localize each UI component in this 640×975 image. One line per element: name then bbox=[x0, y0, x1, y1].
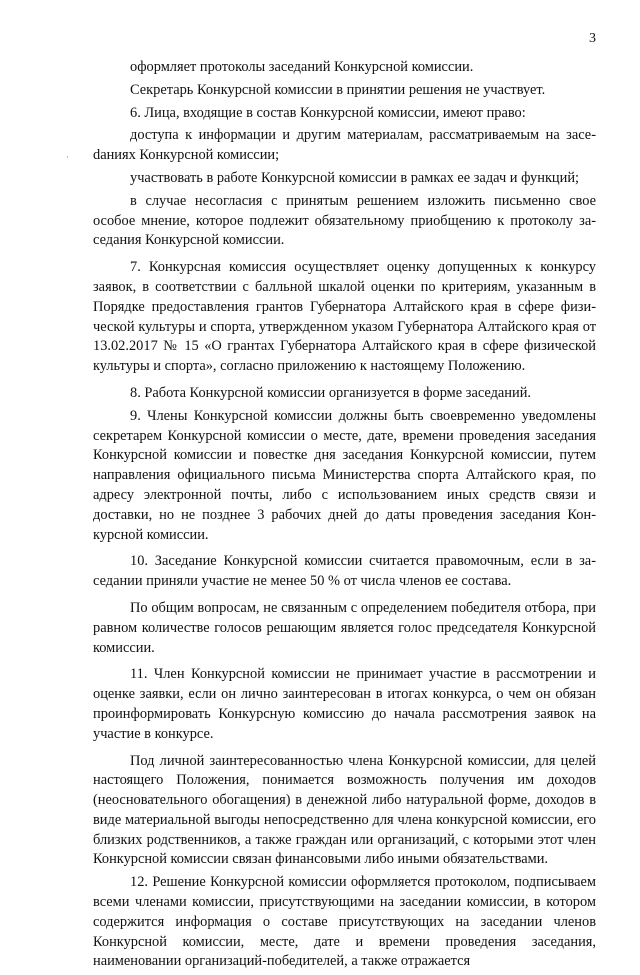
paragraph-general-questions: По общим вопросам, не связанным с определением победителя отбора, при равном количестве голосов решающим является голос председателя Конкурсной комиссии. bbox=[93, 599, 596, 656]
paragraph-item-12: 12. Решение Конкурсной комиссии оформляется протоколом, подписываем всеми членами комиссии, присутствующими на заседании комиссии, в котором содержится информация о составе присутствующих на заседании членов Конкурсной комиссии, месте, дате и времени проведения заседания, наименовании организаций-победителей, а также отражается bbox=[93, 874, 596, 970]
paragraph-item-9: 9. Члены Конкурсной комиссии должны быть своевременно уведомлены секретарем Конкурсной комиссии о месте, дате, времени проведения заседания Конкурсной комиссии и повестке дня заседания Конкурсной комиссии, путем направления официального письма Министерства спорта Алтайского края, по адресу электронной почты, либо с использованием иных средств связи и доставки, но не позднее 3 рабочих дней до даты проведения заседания Конкурсной комиссии. bbox=[93, 407, 596, 543]
document-body bbox=[93, 58, 596, 975]
paragraph-access-info: доступа к информации и другим материалам, рассматриваемым на засеdаниях Конкурсной комиссии; bbox=[93, 127, 596, 164]
paragraph-disagreement: в случае несогласия с принятым решением изложить письменно свое особое мнение, которое подлежит обязательному приобщению к протоколу заседания Конкурсной комиссии. bbox=[93, 192, 596, 249]
paragraph-item-11: 11. Член Конкурсной комиссии не принимает участие в рассмотрении и оценке заявки, если он лично заинтересован в итогах конкурса, о чем он обязан проинформировать Конкурсную комиссию до начала рассмотрения заявок на участие в конкурсе. bbox=[93, 666, 596, 742]
paragraph-item-6: 6. Лица, входящие в состав Конкурсной комиссии, имеют право: bbox=[130, 104, 526, 121]
paragraph-secretary: Секретарь Конкурсной комиссии в принятии решения не участвует. bbox=[130, 81, 546, 98]
paragraph-protocols: оформляет протоколы заседаний Конкурсной комиссии. bbox=[130, 59, 474, 75]
page-number: 3 bbox=[589, 31, 596, 46]
paragraph-item-7: 7. Конкурсная комиссия осуществляет оценку допущенных к конкурсу заявок, в соответствии с балльной шкалой оценки по критериям, указанным в Порядке предоставления грантов Губернатора Алтайского края в сфере физической культуры и спорта, утвержденном указом Губернатора Алтайского края от 13.02.2017 № 15 «О грантах Губернатора Алтайского края в сфере физической культуры и спорта», согласно приложению к настоящему Положению. bbox=[93, 259, 596, 375]
paragraph-item-10: 10. Заседание Конкурсной комиссии считается правомочным, если в заседании приняли участие не менее 50 % от числа членов ее состава. bbox=[93, 553, 596, 590]
scan-speck: · bbox=[66, 152, 69, 162]
paragraph-participate: участвовать в работе Конкурсной комиссии в рамках ее задач и функций; bbox=[130, 169, 580, 186]
paragraph-personal-interest: Под личной заинтересованностью члена Конкурсной комиссии, для целей настоящего Положения, понимается возможность получения им доходов (неосновательного обогащения) в денежной либо натуральной форме, доходов в виде материальной выгоды непосредственно для члена конкурсной комиссии, его близких родственников, а также граждан или организаций, с которыми этот член Конкурсной комиссии связан финансовыми либо иными обязательствами. bbox=[93, 752, 596, 868]
paragraph-item-8: 8. Работа Конкурсной комиссии организуется в форме заседаний. bbox=[130, 384, 532, 401]
